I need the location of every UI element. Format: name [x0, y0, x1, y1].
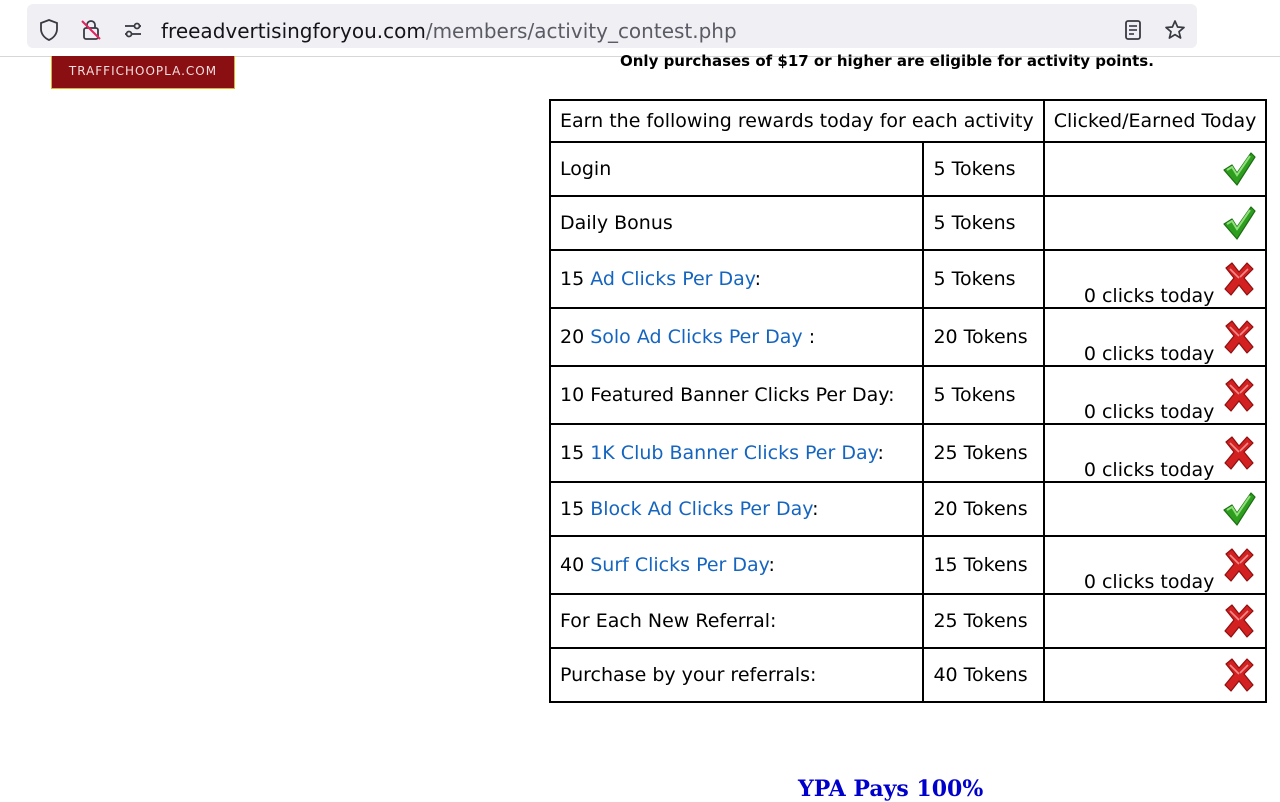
activity-text: Daily Bonus	[560, 212, 673, 234]
clicks-today: 0 clicks today	[1083, 459, 1215, 481]
reader-view-icon[interactable]	[1121, 18, 1145, 42]
activity-text: Login	[560, 158, 612, 180]
clicks-today: 0 clicks today	[1083, 285, 1215, 307]
activity-text: Purchase by your referrals:	[560, 664, 817, 686]
reward-cell: 20 Tokens	[923, 482, 1043, 536]
activity-text: 15	[560, 442, 591, 464]
activity-cell	[550, 196, 923, 250]
cross-icon	[1222, 547, 1256, 583]
header-status: Clicked/Earned Today	[1044, 100, 1267, 142]
reward-cell: 25 Tokens	[923, 594, 1043, 648]
table-row	[550, 482, 1266, 536]
activity-text: For Each New Referral:	[560, 610, 777, 632]
activity-link[interactable]: Ad Clicks Per Day	[590, 268, 755, 290]
permissions-icon[interactable]	[121, 18, 145, 42]
activity-cell	[550, 250, 923, 308]
activity-suffix: :	[877, 442, 884, 464]
activity-cell	[550, 594, 923, 648]
site-logo[interactable]	[51, 56, 235, 89]
cross-icon	[1222, 319, 1256, 355]
table-row	[550, 196, 1266, 250]
activity-cell	[550, 536, 923, 594]
header-activity: Earn the following rewards today for each activity	[550, 100, 1044, 142]
status-cell	[1044, 196, 1267, 250]
table-row	[550, 424, 1266, 482]
activity-cell	[550, 648, 923, 702]
table-row	[550, 536, 1266, 594]
logo-text: TRAFFICHOOPLA.COM	[68, 64, 218, 78]
status-cell	[1044, 424, 1267, 482]
activity-cell	[550, 482, 923, 536]
table-row	[550, 308, 1266, 366]
reward-cell: 5 Tokens	[923, 196, 1043, 250]
table-row	[550, 366, 1266, 424]
shield-icon[interactable]	[37, 18, 61, 42]
clicks-today: 0 clicks today	[1083, 571, 1215, 593]
cross-icon	[1222, 435, 1256, 471]
activity-link[interactable]: Solo Ad Clicks Per Day	[590, 326, 803, 348]
eligibility-notice: Only purchases of $17 or higher are eligible for activity points.	[620, 52, 1154, 70]
activity-text: 10 Featured Banner Clicks Per Day:	[560, 384, 895, 406]
status-cell	[1044, 250, 1267, 308]
activity-suffix: :	[754, 268, 762, 290]
status-cell	[1044, 366, 1267, 424]
status-cell	[1044, 594, 1267, 648]
status-cell	[1044, 648, 1267, 702]
cross-icon	[1222, 657, 1256, 693]
checkmark-icon	[1222, 491, 1256, 527]
reward-cell: 25 Tokens	[923, 424, 1043, 482]
address-bar[interactable]	[27, 4, 1197, 48]
activity-suffix: :	[812, 498, 819, 520]
activity-cell	[550, 142, 923, 196]
clicks-today: 0 clicks today	[1083, 343, 1215, 365]
clicks-today: 0 clicks today	[1083, 401, 1215, 423]
reward-cell: 5 Tokens	[923, 142, 1043, 196]
table-header-row	[550, 100, 1266, 142]
bookmark-star-icon[interactable]	[1163, 18, 1187, 42]
cross-icon	[1222, 603, 1256, 639]
reward-cell: 5 Tokens	[923, 250, 1043, 308]
reward-cell: 5 Tokens	[923, 366, 1043, 424]
activity-cell	[550, 424, 923, 482]
activity-link[interactable]: 1K Club Banner Clicks Per Day	[590, 442, 878, 464]
activity-text: 15	[560, 268, 591, 290]
activity-suffix: :	[768, 554, 775, 576]
table-row	[550, 594, 1266, 648]
activity-link[interactable]: Surf Clicks Per Day	[590, 554, 769, 576]
footer-title: YPA Pays 100%	[798, 776, 984, 802]
activity-text: 20	[560, 326, 591, 348]
activity-cell	[550, 366, 923, 424]
url-path: /members/activity_contest.php	[425, 19, 737, 43]
table-row	[550, 142, 1266, 196]
url-text[interactable]	[161, 18, 737, 44]
reward-cell: 20 Tokens	[923, 308, 1043, 366]
cross-icon	[1222, 377, 1256, 413]
url-host: freeadvertisingforyou.com	[161, 19, 426, 43]
activity-cell	[550, 308, 923, 366]
status-cell	[1044, 142, 1267, 196]
cross-icon	[1222, 261, 1256, 297]
status-cell	[1044, 308, 1267, 366]
insecure-lock-icon[interactable]	[79, 18, 103, 42]
checkmark-icon	[1222, 205, 1256, 241]
activity-text: 15	[560, 498, 591, 520]
activity-text: 40	[560, 554, 591, 576]
status-cell	[1044, 482, 1267, 536]
activity-link[interactable]: Block Ad Clicks Per Day	[590, 498, 813, 520]
table-row	[550, 648, 1266, 702]
browser-toolbar	[0, 0, 1280, 57]
activity-suffix: :	[802, 326, 816, 348]
rewards-table	[549, 99, 1267, 703]
status-cell	[1044, 536, 1267, 594]
reward-cell: 15 Tokens	[923, 536, 1043, 594]
reward-cell: 40 Tokens	[923, 648, 1043, 702]
checkmark-icon	[1222, 151, 1256, 187]
table-row	[550, 250, 1266, 308]
